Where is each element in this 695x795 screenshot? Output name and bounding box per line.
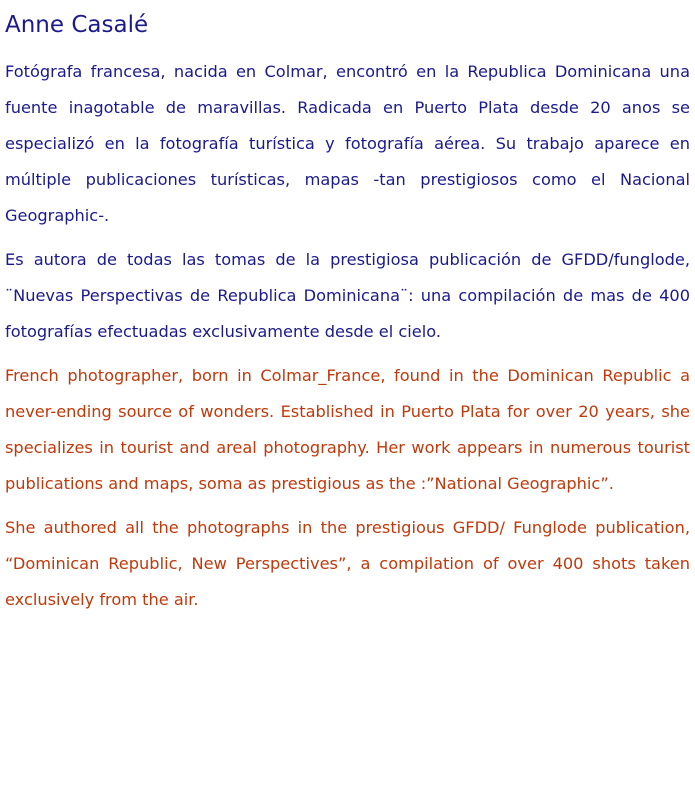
paragraph-english-intro: French photographer, born in Colmar_France, found in the Dominican Republic a never-ending source of wonders. Established in Puerto Plata for over 20 years, she specializes in tourist and areal photography. Her work appears in numerous tourist publications and maps, soma as prestigious as the :”National Geographic”. <box>5 365 690 493</box>
paragraph-english-publication: She authored all the photographs in the prestigious GFDD/ Funglode publication, “Dominican Republic, New Perspectives”, a compilation of over 400 shots taken exclusively from the air. <box>5 517 690 609</box>
paragraph-spanish-publication: Es autora de todas las tomas de la prestigiosa publicación de GFDD/funglode, ¨Nuevas Perspectivas de Republica Dominicana¨: una compilación de mas de 400 fotografías efectuadas exclusivamente desde el cielo. <box>5 249 690 341</box>
page-title: Anne Casalé <box>5 12 149 38</box>
paragraph-spanish-intro: Fotógrafa francesa, nacida en Colmar, encontró en la Republica Dominicana una fuente inagotable de maravillas. Radicada en Puerto Plata desde 20 anos se especializó en la fotografía turística y fotografía aérea. Su trabajo aparece en múltiple publicaciones turísticas, mapas -tan prestigiosos como el Nacional Geographic-. <box>5 61 690 225</box>
